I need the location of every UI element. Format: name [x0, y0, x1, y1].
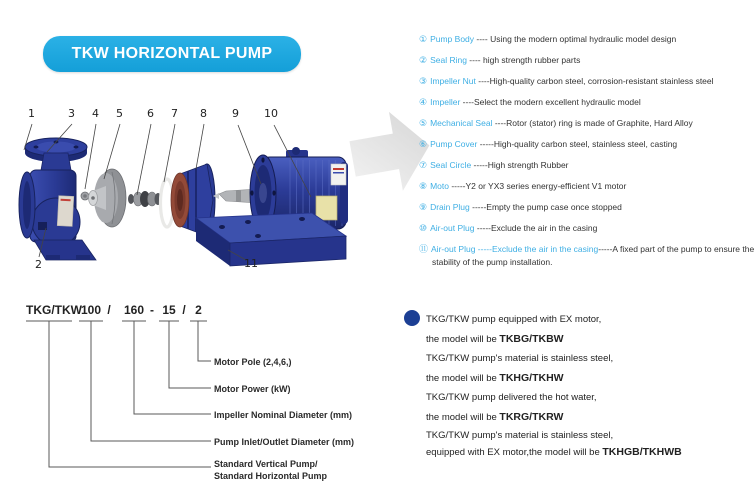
parts-list-item-11: [419, 243, 755, 268]
parts-list-item-2: [419, 54, 755, 67]
title-banner: [43, 36, 301, 72]
part-name: Impeller: [430, 97, 461, 107]
item-number-icon: ⑪: [419, 245, 429, 255]
part-description: -----High strength Rubber: [471, 160, 569, 170]
model-code-motor-pole: 2: [195, 303, 202, 317]
callout-11: 11: [244, 257, 258, 270]
base-plate-illustration: [196, 213, 346, 266]
callout-9: 9: [232, 107, 239, 120]
item-number-icon: ②: [419, 56, 428, 66]
callout-3: 3: [68, 107, 75, 120]
variant-model-code: TKHG/TKHW: [499, 371, 564, 384]
item-number-icon: ⑥: [419, 140, 428, 150]
variant-group-4: [426, 427, 756, 461]
callout-10: 10: [264, 107, 278, 120]
item-number-icon: ⑦: [419, 161, 428, 171]
part-name: Mechanical Seal: [430, 118, 493, 128]
variant-result-text: equipped with EX motor,the model will be: [426, 447, 603, 458]
variant-condition: pump's material is stainless steel,: [469, 353, 614, 364]
part-description: ----Select the modern excellent hydraulic model: [460, 97, 641, 107]
mechanical-seal-illustration: [128, 191, 162, 207]
variant-condition: pump equipped with EX motor,: [469, 314, 602, 325]
model-code-impeller-diameter: 160: [123, 303, 145, 317]
part-name: Pump Body: [430, 34, 475, 44]
model-code-prefix: TKG/TKW: [26, 303, 82, 317]
part-name: Seal Ring: [430, 55, 467, 65]
parts-list-item-4: [419, 96, 755, 109]
part-description: ---- Using the modern optimal hydraulic model design: [474, 34, 677, 44]
parts-list-item-6: [419, 138, 755, 151]
impeller-nut-illustration: [81, 192, 89, 200]
part-description: -----Exclude the air in the casing: [474, 223, 598, 233]
variant-prefix: TKG/TKW: [426, 353, 470, 364]
part-description: -----High-quality carbon steel, stainless steel, casting: [477, 139, 678, 149]
item-number-icon: ④: [419, 98, 428, 108]
model-code-separator: -: [150, 303, 154, 317]
model-variants: [426, 307, 756, 461]
parts-list-item-8: [419, 180, 755, 193]
page-title: TKW HORIZONTAL PUMP: [71, 45, 273, 62]
variant-group-1: [426, 310, 756, 349]
variant-condition: pump's material is stainless steel,: [469, 430, 614, 441]
part-description: -----Empty the pump case once stopped: [469, 202, 622, 212]
callout-4: 4: [92, 107, 99, 120]
variant-model-code: TKHGB/TKHWB: [602, 446, 682, 458]
variant-result-text: the model will be: [426, 411, 500, 423]
part-description: ----Rotor (stator) ring is made of Graphite, Hard Alloy: [492, 118, 693, 128]
part-name: Drain Plug: [430, 202, 470, 212]
callout-5: 5: [116, 107, 123, 120]
variant-group-3: [426, 388, 756, 427]
label-standard-line1: Standard Vertical Pump/: [214, 459, 318, 469]
variant-prefix: TKG/TKW: [426, 430, 470, 441]
model-code-separator: /: [107, 303, 111, 317]
item-number-icon: ③: [419, 77, 428, 87]
variant-prefix: TKG/TKW: [426, 314, 470, 325]
model-code-motor-power: 15: [162, 303, 176, 317]
part-name: Air-out Plug: [430, 223, 475, 233]
variant-model-code: TKRG/TKRW: [499, 410, 564, 423]
callout-8: 8: [200, 107, 207, 120]
variant-result-text: the model will be: [426, 333, 500, 345]
part-description: ----High-quality carbon steel, corrosion-resistant stainless steel: [475, 76, 714, 86]
item-number-icon: ①: [419, 35, 428, 45]
part-description: ---- high strength rubber parts: [466, 55, 581, 65]
item-number-icon: ⑧: [419, 182, 428, 192]
parts-legend: [419, 33, 755, 276]
item-number-icon: ⑩: [419, 224, 428, 234]
bullet-icon: [404, 310, 420, 326]
variant-result-text: the model will be: [426, 372, 500, 384]
callout-2: 2: [35, 258, 42, 271]
variant-prefix: TKG/TKW: [426, 392, 470, 403]
callout-7: 7: [171, 107, 178, 120]
item-number-icon: ⑨: [419, 203, 428, 213]
callout-6: 6: [147, 107, 154, 120]
callout-1: 1: [28, 107, 35, 120]
part-name: Seal Circle: [430, 160, 472, 170]
model-code-inlet-diameter: 100: [80, 303, 102, 317]
variant-group-2: [426, 349, 756, 388]
label-standard-pump: [214, 458, 327, 482]
model-code-separator: /: [182, 303, 186, 317]
label-standard-line2: Standard Horizontal Pump: [214, 471, 328, 481]
parts-list-item-5: [419, 117, 755, 130]
parts-list-item-7: [419, 159, 755, 172]
item-number-icon: ⑤: [419, 119, 428, 129]
part-description: -----Y2 or YX3 series energy-efficient V1 motor: [448, 181, 627, 191]
label-motor-pole: Motor Pole (2,4,6,): [214, 357, 292, 367]
label-inlet-outlet: Pump Inlet/Outlet Diameter (mm): [214, 437, 355, 447]
impeller-illustration: [89, 169, 127, 227]
parts-list-item-1: [419, 33, 755, 46]
variant-condition: pump delivered the hot water,: [469, 392, 597, 403]
part-name: Moto: [430, 181, 449, 191]
parts-list-item-10: [419, 222, 755, 235]
variant-model-code: TKBG/TKBW: [499, 332, 564, 345]
part-description: -----A fixed part of the pump to ensure the stability of the pump installation.: [432, 244, 755, 267]
label-impeller-diameter: Impeller Nominal Diameter (mm): [214, 410, 353, 420]
parts-list-item-3: [419, 75, 755, 88]
part-name: Pump Cover: [430, 139, 478, 149]
label-motor-power: Motor Power (kW): [214, 384, 291, 394]
part-name: Impeller Nut: [430, 76, 476, 86]
exploded-pump-diagram: [10, 95, 450, 299]
parts-list-item-9: [419, 201, 755, 214]
part-name: Air-out Plug -----Exclude the air in the casing: [431, 244, 599, 254]
